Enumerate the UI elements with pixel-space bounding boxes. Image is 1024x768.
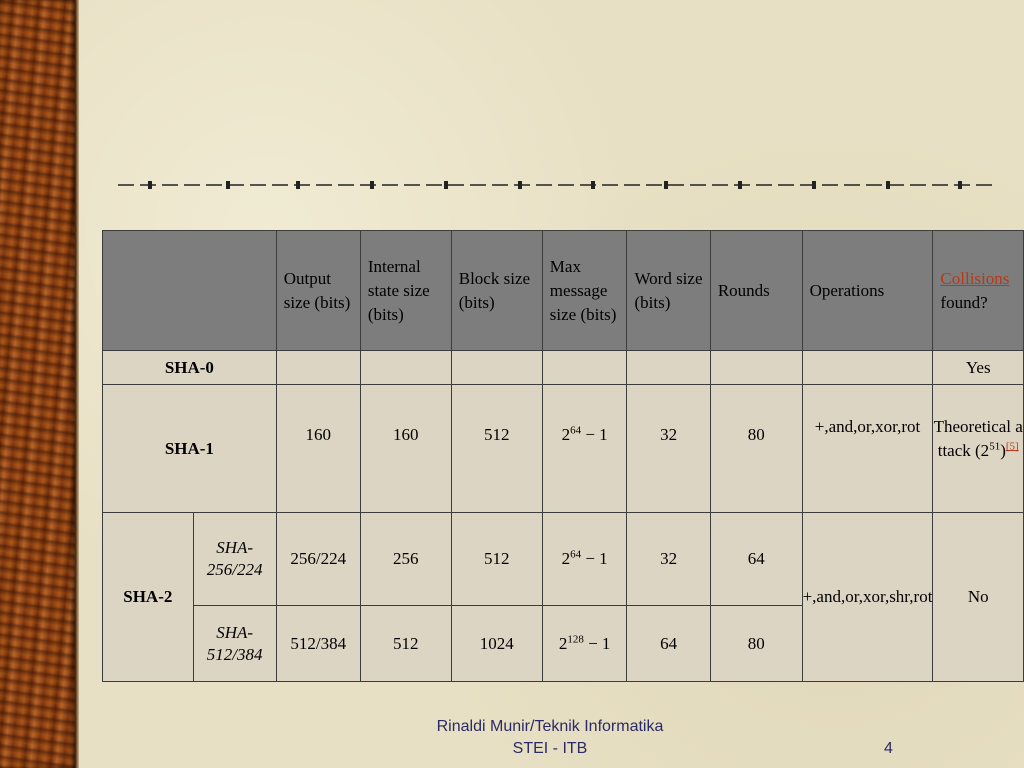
maxmsg-base: 2 <box>561 549 571 568</box>
sha256-word: 32 <box>627 513 710 606</box>
maxmsg-base: 2 <box>561 425 571 444</box>
sha0-collisions: Yes <box>933 351 1024 385</box>
sha512-output: 512/384 <box>276 606 360 682</box>
sha512-maxmsg <box>542 606 627 682</box>
algo-sha0: SHA-0 <box>103 351 277 385</box>
header-row <box>103 231 1024 351</box>
table-row-sha256 <box>103 513 1024 606</box>
sha256-output: 256/224 <box>276 513 360 606</box>
header-empty <box>103 231 277 351</box>
sha512-block: 1024 <box>451 606 542 682</box>
header-collisions <box>933 231 1024 351</box>
header-word-size: Word size (bits) <box>627 231 710 351</box>
maxmsg-exp: 128 <box>567 632 584 645</box>
collisions-found-label: found? <box>940 292 988 312</box>
page-number: 4 <box>884 740 893 757</box>
table-row-sha0 <box>103 351 1024 385</box>
maxmsg-exp: 64 <box>570 548 582 561</box>
maxmsg-base: 2 <box>558 633 568 653</box>
attack-close: ) <box>1000 441 1006 460</box>
header-internal-state: Internal state size (bits) <box>360 231 451 351</box>
sha1-internal: 160 <box>360 385 451 513</box>
cell-empty <box>627 351 710 385</box>
sha256-rounds: 64 <box>710 513 802 606</box>
sha256-block: 512 <box>451 513 542 606</box>
cell-empty <box>710 351 802 385</box>
sha512-word: 64 <box>627 606 710 682</box>
cell-empty <box>542 351 627 385</box>
cell-empty <box>802 351 933 385</box>
variant-sha256: SHA-256/224 <box>193 513 276 606</box>
sha1-block: 512 <box>451 385 542 513</box>
sha256-maxmsg <box>542 513 627 606</box>
maxmsg-tail: − 1 <box>583 633 611 653</box>
algo-sha2: SHA-2 <box>103 513 194 682</box>
attack-exp: 51 <box>989 440 1001 453</box>
maxmsg-exp: 64 <box>570 424 582 437</box>
footer-institution: STEI - ITB <box>512 740 588 757</box>
header-max-message: Max message size (bits) <box>542 231 627 351</box>
header-operations: Operations <box>802 231 933 351</box>
maxmsg-tail: − 1 <box>581 549 608 568</box>
sha1-output: 160 <box>276 385 360 513</box>
dotted-divider <box>118 178 993 192</box>
header-rounds: Rounds <box>710 231 802 351</box>
header-output-size: Output size (bits) <box>276 231 360 351</box>
cell-empty <box>360 351 451 385</box>
attack-text: Theoretical attack (2 <box>933 417 1023 460</box>
algo-sha1: SHA-1 <box>103 385 277 513</box>
reference-link[interactable]: [5] <box>1005 440 1019 453</box>
sha1-operations: +,and,or,xor,rot <box>802 385 933 513</box>
header-block-size: Block size (bits) <box>451 231 542 351</box>
table-row-sha1 <box>103 385 1024 513</box>
sha-comparison-table <box>102 230 1024 682</box>
cell-empty <box>276 351 360 385</box>
sha512-rounds: 80 <box>710 606 802 682</box>
footer-author: Rinaldi Munir/Teknik Informatika <box>436 718 664 735</box>
sha1-collisions <box>933 385 1024 513</box>
wood-border <box>0 0 75 768</box>
slide-footer <box>405 716 695 760</box>
sha1-maxmsg <box>542 385 627 513</box>
sha512-internal: 512 <box>360 606 451 682</box>
sha1-word: 32 <box>627 385 710 513</box>
maxmsg-tail: − 1 <box>581 425 608 444</box>
collisions-link[interactable]: Collisions <box>940 268 1010 288</box>
cell-empty <box>451 351 542 385</box>
sha2-collisions: No <box>933 513 1024 682</box>
sha2-operations: +,and,or,xor,shr,rot <box>802 513 933 682</box>
sha1-rounds: 80 <box>710 385 802 513</box>
variant-sha512: SHA-512/384 <box>193 606 276 682</box>
sha256-internal: 256 <box>360 513 451 606</box>
